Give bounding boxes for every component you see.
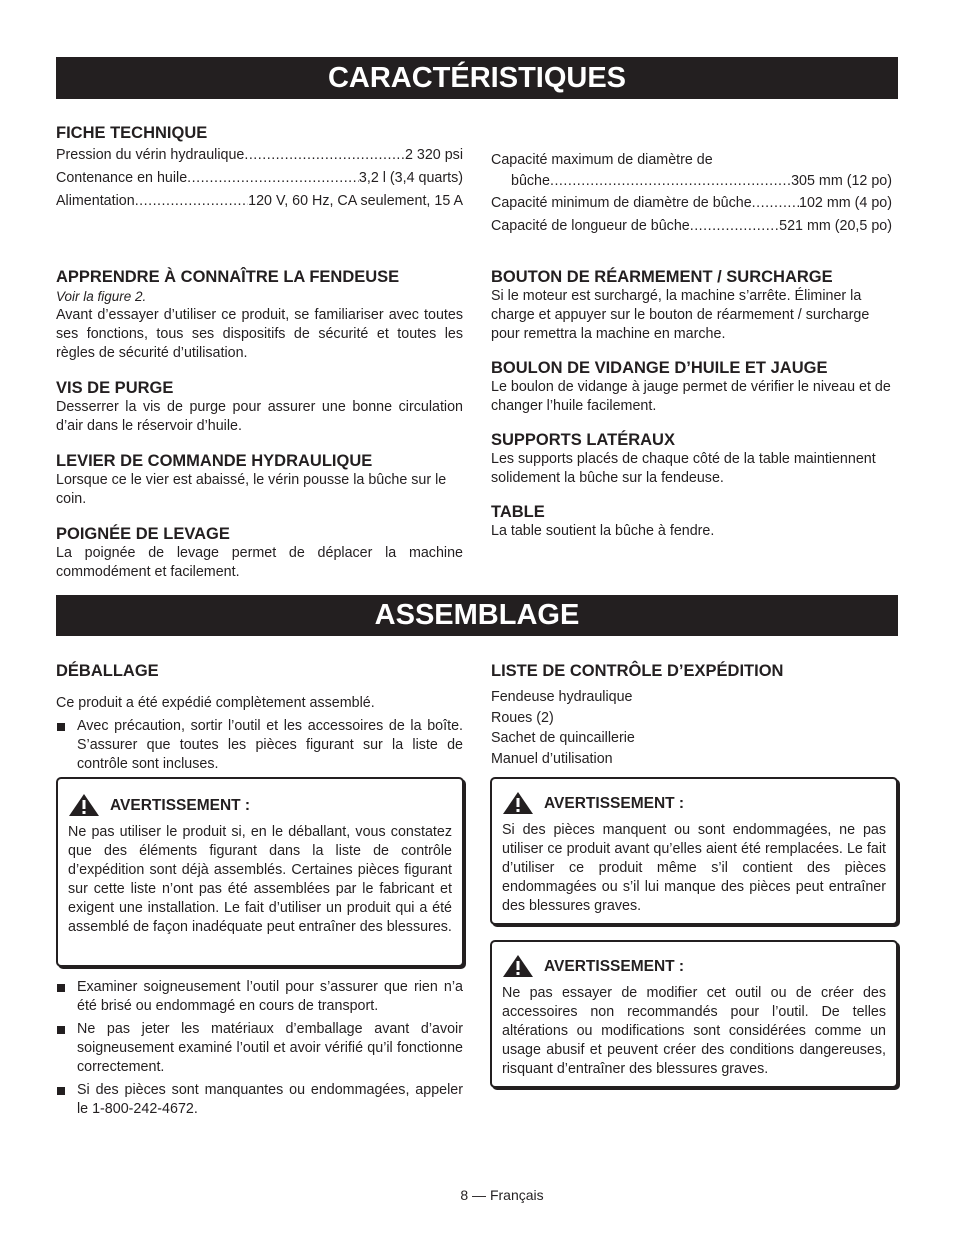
section-heading: APPRENDRE À CONNAÎTRE LA FENDEUSE	[56, 268, 400, 286]
banner-title: CARACTÉRISTIQUES	[327, 62, 627, 94]
list-item: Examiner soigneusement l’outil pour s’assurer que rien n’a été brisé ou endommagé en cours de transport.	[56, 978, 463, 1016]
bullet-list	[56, 978, 463, 1119]
warning-header	[502, 954, 886, 978]
list-item: Avec précaution, sortir l’outil et les accessoires de la boîte. S’assurer que toutes les pièces figurant sur la liste de contrôle sont incluses.	[56, 717, 463, 774]
section-text: Le boulon de vidange à jauge permet de vérifier le niveau et de changer l’huile facilement.	[491, 379, 891, 414]
section-heading: LISTE DE CONTRÔLE D’EXPÉDITION	[491, 662, 784, 680]
deballage-section	[56, 661, 463, 774]
leader-dots	[550, 171, 791, 192]
warning-box-deballage	[56, 777, 464, 967]
section-boulon-vidange	[491, 358, 898, 416]
leader-dots	[187, 167, 359, 190]
list-item: Manuel d’utilisation	[491, 750, 613, 767]
section-heading: POIGNÉE DE LEVAGE	[56, 525, 230, 543]
section-poignee	[56, 524, 463, 582]
leader-dots	[690, 215, 779, 238]
spec-value: 120 V, 60 Hz, CA seulement, 15 A	[248, 193, 463, 209]
section-text: La table soutient la bûche à fendre.	[491, 523, 715, 539]
section-banner-caracteristiques	[56, 57, 898, 99]
warning-triangle-icon	[502, 791, 534, 815]
deballage-intro: Ce produit a été expédié complètement assemblé.	[56, 695, 375, 711]
spec-label: Alimentation	[56, 193, 135, 209]
spec-label: Pression du vérin hydraulique	[56, 147, 245, 163]
spec-label: Capacité de longueur de bûche	[491, 218, 690, 234]
section-heading: VIS DE PURGE	[56, 379, 174, 397]
section-heading: DÉBALLAGE	[56, 662, 159, 680]
section-apprendre	[56, 267, 463, 363]
spec-value: 521 mm (20,5 po)	[779, 218, 892, 234]
spec-row	[56, 144, 463, 167]
spec-row	[56, 190, 463, 213]
section-heading: SUPPORTS LATÉRAUX	[491, 431, 675, 449]
warning-box-modification	[490, 940, 898, 1088]
section-heading: LEVIER DE COMMANDE HYDRAULIQUE	[56, 452, 373, 470]
warning-title: AVERTISSEMENT :	[544, 957, 685, 975]
spec-row	[491, 171, 892, 192]
fiche-technique	[56, 123, 463, 213]
spec-label: Capacité maximum de diamètre de	[491, 152, 713, 168]
spec-row	[491, 192, 892, 215]
section-levier	[56, 451, 463, 509]
list-item: Si des pièces sont manquantes ou endommagées, appeler le 1-800-242-4672.	[56, 1081, 463, 1119]
section-text: Si le moteur est surchargé, la machine s’arrête. Éliminer la charge et appuyer sur le bouton de réarmement / surcharge pour remettra la machine en marche.	[491, 288, 870, 342]
spec-value: 305 mm (12 po)	[791, 173, 892, 189]
spec-row	[56, 167, 463, 190]
warning-title: AVERTISSEMENT :	[544, 794, 685, 812]
deballage-bullets-bottom	[56, 978, 463, 1119]
figure-note: Voir la figure 2.	[56, 289, 147, 304]
page-number: 8 — Français	[460, 1187, 544, 1203]
fiche-technique-capacites	[491, 150, 892, 238]
warning-header	[68, 793, 452, 817]
section-heading: BOULON DE VIDANGE D’HUILE ET JAUGE	[491, 359, 828, 377]
section-supports-lateraux	[491, 430, 898, 488]
spec-label: Capacité minimum de diamètre de bûche	[491, 195, 752, 211]
spec-value: 3,2 l (3,4 quarts)	[358, 170, 463, 186]
warning-text: Si des pièces manquent ou sont endommagées, ne pas utiliser ce produit avant qu’elles aient été remplacées. Le fait d’utiliser ce produit même s’il contient des pièces endommagées ou s’il lui manque des pièces peut entraîner des blessures graves.	[502, 822, 886, 914]
warning-triangle-icon	[502, 954, 534, 978]
section-bouton-rearmement	[491, 267, 898, 344]
warning-text: Ne pas utiliser le produit si, en le déballant, vous constatez que des éléments figurant dans la liste de contrôle d’expédition sont déjà assemblés. Certaines pièces figurant sur cette liste n’ont pas été assemblées par le fabricant et exigent une installation. Le fait d’utiliser un produit qui a été assemblé de façon inadéquate peut entraîner des blessures.	[68, 824, 452, 935]
spec-label: bûche	[511, 173, 550, 189]
feature-sections-right	[491, 267, 898, 541]
section-text: Avant d’essayer d’utiliser ce produit, se familiariser avec toutes ses fonctions, tous ses dispositifs de sécurité et toutes les règles de sécurité d’utilisation.	[56, 307, 463, 361]
banner-title: ASSEMBLAGE	[374, 599, 580, 631]
deballage-bullets-top	[56, 717, 463, 774]
section-heading: FICHE TECHNIQUE	[56, 124, 208, 142]
section-banner-assemblage	[56, 595, 898, 636]
warning-title: AVERTISSEMENT :	[110, 796, 251, 814]
liste-controle-section	[491, 661, 898, 769]
page-footer	[0, 1187, 954, 1203]
list-item: Sachet de quincaillerie	[491, 730, 635, 746]
leader-dots	[244, 144, 405, 167]
section-heading: BOUTON DE RÉARMEMENT / SURCHARGE	[491, 268, 833, 286]
section-text: Desserrer la vis de purge pour assurer une bonne circulation d’air dans le réservoir d’huile.	[56, 399, 463, 434]
spec-value: 2 320 psi	[404, 147, 463, 163]
feature-sections-left	[56, 267, 463, 582]
list-item: Fendeuse hydraulique	[491, 689, 633, 705]
checklist	[491, 687, 898, 769]
list-item: Ne pas jeter les matériaux d’emballage avant d’avoir soigneusement examiné l’outil et avoir vérifié qu’il fonctionne correctement.	[56, 1020, 463, 1077]
spec-value: 102 mm (4 po)	[799, 195, 892, 211]
spec-label: Contenance en huile	[56, 170, 188, 186]
section-text: La poignée de levage permet de déplacer la machine commodément et facilement.	[56, 545, 463, 580]
section-table	[491, 502, 898, 541]
section-text: Lorsque ce le vier est abaissé, le vérin pousse la bûche sur le coin.	[56, 472, 447, 507]
section-vis-de-purge	[56, 378, 463, 436]
warning-box-pieces	[490, 777, 898, 925]
warning-header	[502, 791, 886, 815]
leader-dots	[135, 190, 248, 213]
leader-dots	[752, 192, 799, 215]
section-text: Les supports placés de chaque côté de la table maintiennent solidement la bûche sur la fendeuse.	[491, 451, 876, 486]
list-item: Roues (2)	[491, 709, 554, 726]
section-heading: TABLE	[491, 503, 545, 521]
spec-row	[491, 215, 892, 238]
warning-text: Ne pas essayer de modifier cet outil ou de créer des accessoires non recommandés pour l’outil. De telles altérations ou modifications sont considérées comme un usage abusif et peuvent créer des conditions dangereuses, risquant d’entraîner des blessures graves.	[502, 985, 886, 1077]
warning-triangle-icon	[68, 793, 100, 817]
